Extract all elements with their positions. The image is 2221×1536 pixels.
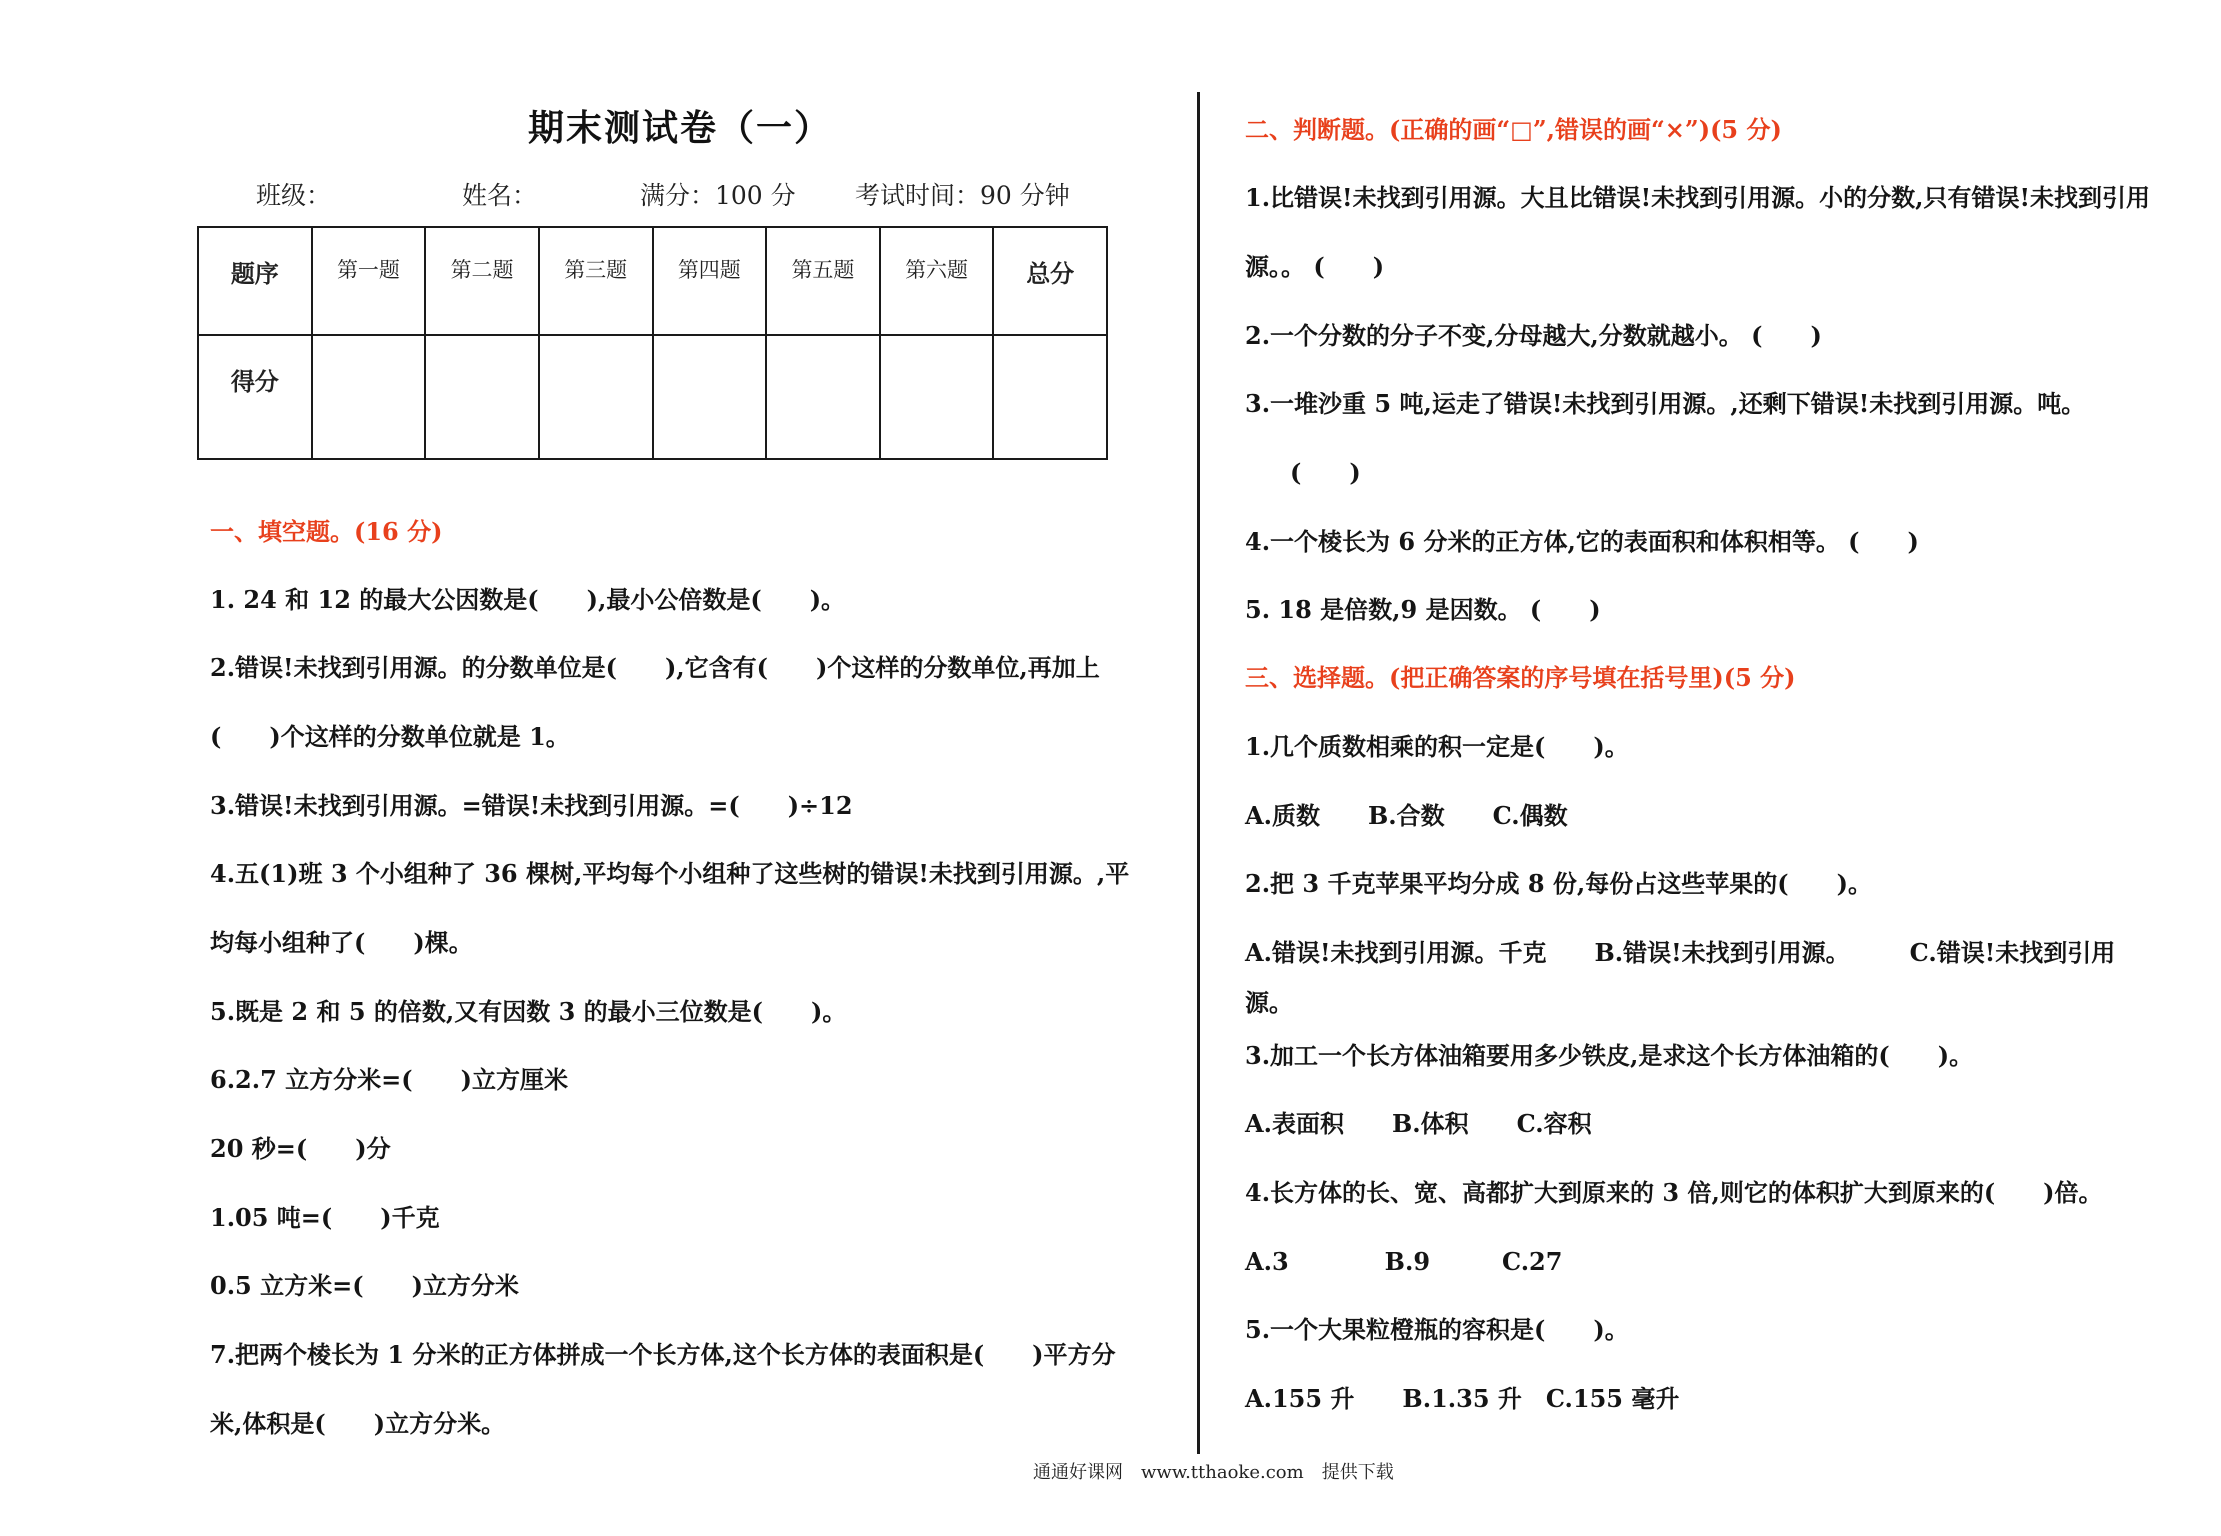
score-input-cell[interactable] bbox=[312, 335, 426, 459]
score-table-header-row bbox=[198, 227, 1107, 335]
section3-heading: 三、选择题。(把正确答案的序号填在括号里)(5 分) bbox=[1245, 663, 1796, 692]
question-line: 1.几个质数相乘的积一定是( )。 bbox=[1245, 732, 1629, 761]
question-line: 4.五(1)班 3 个小组种了 36 棵树,平均每个小组种了这些树的错误!未找到引用源。,平 bbox=[210, 859, 1130, 888]
page-title: 期末测试卷（一） bbox=[528, 107, 833, 149]
question-line: 1.05 吨=( )千克 bbox=[210, 1203, 440, 1232]
question-line: ( ) bbox=[1290, 458, 1361, 487]
answer-options: A.质数 B.合数 C.偶数 bbox=[1245, 801, 1568, 830]
question-line: 2.一个分数的分子不变,分母越大,分数就越小。 ( ) bbox=[1245, 321, 1822, 350]
footer-text: 通通好课网 www.tthaoke.com 提供下载 bbox=[1033, 1462, 1394, 1483]
question-line: 3.加工一个长方体油箱要用多少铁皮,是求这个长方体油箱的( )。 bbox=[1245, 1041, 1974, 1070]
score-input-cell[interactable] bbox=[993, 335, 1107, 459]
question-line: 均每小组种了( )棵。 bbox=[210, 928, 473, 957]
question-line: 2.错误!未找到引用源。的分数单位是( ),它含有( )个这样的分数单位,再加上 bbox=[210, 653, 1100, 682]
score-table-cell: 第四题 bbox=[653, 227, 767, 335]
question-line: 5.既是 2 和 5 的倍数,又有因数 3 的最小三位数是( )。 bbox=[210, 997, 847, 1026]
score-table-cell: 第二题 bbox=[425, 227, 539, 335]
question-line: 4.一个棱长为 6 分米的正方体,它的表面积和体积相等。 ( ) bbox=[1245, 527, 1919, 556]
score-table-score-row bbox=[198, 335, 1107, 459]
question-line: 2.把 3 千克苹果平均分成 8 份,每份占这些苹果的( )。 bbox=[1245, 869, 1872, 898]
question-line: 5. 18 是倍数,9 是因数。 ( ) bbox=[1245, 595, 1601, 624]
score-row-label: 得分 bbox=[198, 335, 312, 459]
answer-options: 源。 bbox=[1245, 988, 1293, 1017]
question-line: 1. 24 和 12 的最大公因数是( ),最小公倍数是( )。 bbox=[210, 585, 846, 614]
score-table-cell: 总分 bbox=[993, 227, 1107, 335]
name-label: 姓名： bbox=[462, 181, 538, 210]
question-line: ( )个这样的分数单位就是 1。 bbox=[210, 722, 570, 751]
score-input-cell[interactable] bbox=[425, 335, 539, 459]
score-input-cell[interactable] bbox=[766, 335, 880, 459]
score-table-cell: 题序 bbox=[198, 227, 312, 335]
score-table-cell: 第五题 bbox=[766, 227, 880, 335]
question-line: 6.2.7 立方分米=( )立方厘米 bbox=[210, 1065, 568, 1094]
question-line: 20 秒=( )分 bbox=[210, 1134, 391, 1163]
question-line: 1.比错误!未找到引用源。大且比错误!未找到引用源。小的分数,只有错误!未找到引用 bbox=[1245, 183, 2151, 212]
answer-options: A.155 升 B.1.35 升 C.155 毫升 bbox=[1245, 1384, 1680, 1413]
section1-heading: 一、填空题。(16 分) bbox=[210, 517, 443, 546]
question-line: 3.错误!未找到引用源。=错误!未找到引用源。=( )÷12 bbox=[210, 791, 853, 820]
score-table-cell: 第一题 bbox=[312, 227, 426, 335]
score-input-cell[interactable] bbox=[653, 335, 767, 459]
score-input-cell[interactable] bbox=[539, 335, 653, 459]
answer-options: A.3 B.9 C.27 bbox=[1245, 1247, 1563, 1276]
score-table-cell: 第六题 bbox=[880, 227, 994, 335]
full-score: 满分：100 分 bbox=[640, 181, 796, 210]
question-line: 4.长方体的长、宽、高都扩大到原来的 3 倍,则它的体积扩大到原来的( )倍。 bbox=[1245, 1178, 2103, 1207]
question-line: 0.5 立方米=( )立方分米 bbox=[210, 1271, 519, 1300]
answer-options: A.表面积 B.体积 C.容积 bbox=[1245, 1109, 1592, 1138]
score-table-cell: 第三题 bbox=[539, 227, 653, 335]
section2-heading: 二、判断题。(正确的画“□”,错误的画“×”)(5 分) bbox=[1245, 115, 1782, 144]
score-input-cell[interactable] bbox=[880, 335, 994, 459]
class-label: 班级： bbox=[256, 181, 332, 210]
question-line: 3.一堆沙重 5 吨,运走了错误!未找到引用源。,还剩下错误!未找到引用源。吨。 bbox=[1245, 389, 2086, 418]
column-divider bbox=[1197, 92, 1200, 1454]
question-line: 源。。 ( ) bbox=[1245, 252, 1385, 281]
question-line: 5.一个大果粒橙瓶的容积是( )。 bbox=[1245, 1315, 1629, 1344]
question-line: 米,体积是( )立方分米。 bbox=[210, 1409, 506, 1438]
answer-options: A.错误!未找到引用源。千克 B.错误!未找到引用源。 C.错误!未找到引用 bbox=[1245, 938, 2116, 967]
score-table bbox=[197, 226, 1108, 460]
exam-time: 考试时间：90 分钟 bbox=[855, 181, 1070, 210]
question-line: 7.把两个棱长为 1 分米的正方体拼成一个长方体,这个长方体的表面积是( )平方分 bbox=[210, 1340, 1116, 1369]
